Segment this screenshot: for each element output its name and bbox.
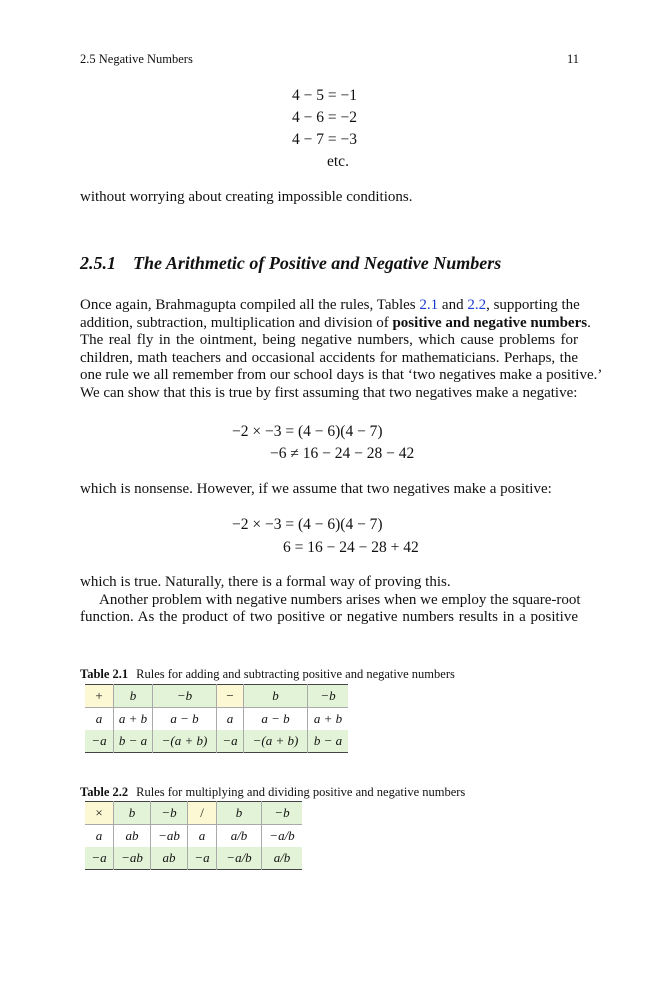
table-cell: b − a <box>308 730 349 753</box>
table-2-1-caption-text: Rules for adding and subtracting positive and negative numbers <box>136 667 455 681</box>
table-cell: b <box>244 685 308 708</box>
section-title: The Arithmetic of Positive and Negative Numbers <box>133 253 502 273</box>
table-cell: a <box>85 708 114 731</box>
table-cell: −a <box>188 847 217 870</box>
table-cell: −(a + b) <box>153 730 217 753</box>
page-number: 11 <box>566 52 579 66</box>
table-2-2-caption-text: Rules for multiplying and dividing positive and negative numbers <box>136 785 466 799</box>
table-row <box>85 847 302 870</box>
table-2-1-link[interactable]: 2.1 <box>419 297 439 313</box>
paragraph-true-line-3: function. As the product of two positive or negative numbers results in a positive <box>80 609 578 626</box>
paragraph-main <box>80 297 603 403</box>
bold-term: positive and negative numbers <box>392 314 588 331</box>
table-cell: a − b <box>244 708 308 731</box>
table-cell: −b <box>262 802 303 825</box>
table-row <box>85 825 302 848</box>
table-2-1 <box>85 684 348 753</box>
table-cell: − <box>217 685 244 708</box>
table-2-2 <box>85 801 302 870</box>
table-cell: + <box>85 685 114 708</box>
running-head <box>80 52 579 68</box>
paragraph-true <box>80 574 581 627</box>
table-cell: a + b <box>114 708 153 731</box>
equation-4-minus-7: 4 − 7 = −3 <box>292 131 357 148</box>
equation-pos-line-1: −2 × −3 = (4 − 6)(4 − 7) <box>232 516 383 533</box>
paragraph-main-line-1: Once again, Brahmagupta compiled all the rules, Tables 2.1 and 2.2, supporting the <box>80 297 580 313</box>
table-cell: a <box>188 825 217 848</box>
table-cell: a <box>85 825 114 848</box>
section-heading <box>80 253 501 274</box>
table-cell: a + b <box>308 708 349 731</box>
paragraph-main-line-4: children, math teachers and occasional accidents for mathematicians. Perhaps, the <box>80 349 578 366</box>
table-cell: b <box>114 685 153 708</box>
table-cell: b <box>217 802 262 825</box>
table-cell: a/b <box>217 825 262 848</box>
table-cell: −(a + b) <box>244 730 308 753</box>
table-cell: −a/b <box>262 825 303 848</box>
paragraph-true-line-2: Another problem with negative numbers arises when we employ the square-root <box>99 591 581 608</box>
table-2-2-caption <box>80 785 465 800</box>
table-2-1-label: Table 2.1 <box>80 667 129 681</box>
table-row <box>85 708 348 731</box>
table-2-2-label: Table 2.2 <box>80 785 129 799</box>
table-cell: −a/b <box>217 847 262 870</box>
table-cell: b − a <box>114 730 153 753</box>
table-cell: −b <box>151 802 188 825</box>
section-number: 2.5.1 <box>80 253 116 273</box>
equation-neg-line-2: −6 ≠ 16 − 24 − 28 − 42 <box>270 445 415 462</box>
equation-etc: etc. <box>327 153 349 170</box>
table-cell: b <box>114 802 151 825</box>
paragraph-main-line-6: We can show that this is true by first assuming that two negatives make a negative: <box>80 384 578 401</box>
paragraph-true-line-1: which is true. Naturally, there is a formal way of proving this. <box>80 574 451 590</box>
equation-4-minus-5: 4 − 5 = −1 <box>292 87 357 104</box>
paragraph-nonsense <box>80 481 578 499</box>
table-cell: −a <box>217 730 244 753</box>
equation-4-minus-6: 4 − 6 = −2 <box>292 109 357 126</box>
running-head-section: 2.5 Negative Numbers <box>80 52 193 66</box>
table-2-1-caption <box>80 667 455 682</box>
equation-pos-line-2: 6 = 16 − 24 − 28 + 42 <box>283 539 419 556</box>
table-cell: −a <box>85 730 114 753</box>
table-row <box>85 685 348 708</box>
table-2-2-link[interactable]: 2.2 <box>467 297 487 313</box>
table-cell: −a <box>85 847 114 870</box>
table-cell: a/b <box>262 847 303 870</box>
table-cell: ab <box>114 825 151 848</box>
table-cell: −ab <box>114 847 151 870</box>
table-cell: ab <box>151 847 188 870</box>
table-row <box>85 730 348 753</box>
equation-neg-line-1: −2 × −3 = (4 − 6)(4 − 7) <box>232 423 383 440</box>
table-row <box>85 802 302 825</box>
table-cell: a <box>217 708 244 731</box>
table-cell: −b <box>153 685 217 708</box>
table-cell: −b <box>308 685 349 708</box>
paragraph-main-line-5: one rule we all remember from our school days is that ‘two negatives make a positive.’ <box>80 367 603 384</box>
table-cell: / <box>188 802 217 825</box>
paragraph-intro-text: without worrying about creating impossible conditions. <box>80 189 413 205</box>
table-cell: −ab <box>151 825 188 848</box>
paragraph-main-line-2: addition, subtraction, multiplication and division of positive and negative numbers. <box>80 314 591 331</box>
paragraph-intro <box>80 189 578 207</box>
table-cell: × <box>85 802 114 825</box>
paragraph-nonsense-text: which is nonsense. However, if we assume that two negatives make a positive: <box>80 481 552 497</box>
paragraph-main-line-3: The real fly in the ointment, being negative numbers, which cause problems for <box>80 332 578 349</box>
table-cell: a − b <box>153 708 217 731</box>
